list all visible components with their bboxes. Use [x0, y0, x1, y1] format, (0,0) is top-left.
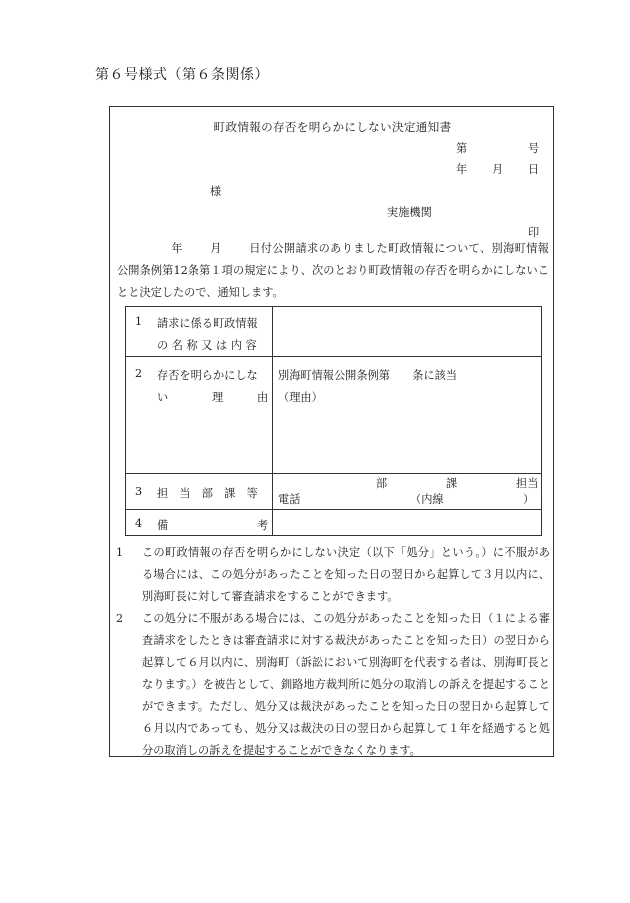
row2-label-line1: 存否を明らかにしな — [157, 369, 258, 382]
row4-label-ko: 考 — [257, 519, 269, 532]
row-divider-3 — [126, 509, 541, 510]
row2-number: 2 — [135, 367, 143, 380]
row3-naisen: （内線 — [410, 493, 444, 506]
row-divider-2 — [126, 473, 541, 474]
row2-label-ri: 理 — [212, 391, 224, 404]
number-go: 号 — [528, 142, 540, 155]
agency-label: 実施機関 — [387, 206, 432, 219]
addressee-sama: 様 — [210, 185, 222, 198]
note-2 — [116, 608, 550, 762]
row2-label-yu: 由 — [257, 391, 269, 404]
row3-tanto: 担当 — [516, 477, 539, 490]
body-year: 年 — [171, 242, 183, 255]
date-year-label: 年 — [456, 163, 468, 176]
notice-body — [117, 238, 549, 304]
details-table — [125, 306, 542, 536]
note-1-number: 1 — [116, 546, 124, 559]
form-number: 第６号様式（第６条関係） — [95, 67, 269, 83]
number-dai: 第 — [456, 142, 468, 155]
body-month: 月 — [209, 242, 222, 255]
notice-frame — [109, 106, 554, 757]
note-2-text: この処分に不服がある場合には、この処分があったことを知った日（１による審査請求をしたときは審査請求に対する裁決があったことを知った日）の翌日から起算して６月以内に、別海町（訴訟において別海町を代表する者は、別海町長となります。）を被告として、釧路地方裁判所に処分の取消しの訴えを提起することができます。ただし、処分又は裁決があったことを知った日の翌日から起算して６月以内であっても、処分又は裁決の日の翌日から起算して１年を経過すると処分の取消しの訴えを提起することができなくなります。 — [142, 612, 550, 757]
row2-label-i: い — [157, 391, 169, 404]
date-month-label: 月 — [492, 163, 504, 176]
row3-label: 担 当 部 課 等 — [157, 487, 258, 500]
row4-label-bi: 備 — [157, 519, 169, 532]
row2-value-line1: 別海町情報公開条例第 条に該当 — [278, 369, 458, 382]
row1-number: 1 — [135, 315, 143, 328]
row1-label-line2: の 名 称 又 は 内 容 — [157, 339, 257, 352]
row3-close-paren: ） — [523, 493, 535, 506]
row1-label-line1: 請求に係る町政情報 — [157, 317, 258, 330]
row3-number: 3 — [135, 485, 143, 498]
note-1 — [116, 542, 550, 608]
row3-phone: 電話 — [278, 493, 301, 506]
notes-section — [116, 542, 550, 762]
note-2-number: 2 — [116, 612, 124, 625]
table-column-divider — [272, 307, 273, 535]
seal-mark: 印 — [528, 226, 540, 239]
note-1-text: この町政情報の存否を明らかにしない決定（以下「処分」という。）に不服がある場合には、この処分があったことを知った日の翌日から起算して３月以内に、別海町長に対して審査請求をすることができます。 — [142, 546, 550, 603]
row2-value-line2: （理由） — [278, 391, 323, 404]
row-divider-1 — [126, 356, 541, 357]
body-text: 日付公開請求のありました町政情報について、別海町情報公開条例第12条第１項の規定により、次のとおり町政情報の存否を明らかにしないことと決定したので、通知します。 — [117, 242, 549, 299]
row3-bu: 部 — [376, 477, 388, 490]
document-title: 町政情報の存否を明らかにしない決定通知書 — [213, 120, 452, 134]
row4-number: 4 — [135, 517, 143, 530]
date-day-label: 日 — [528, 163, 540, 176]
row3-ka: 課 — [446, 477, 458, 490]
